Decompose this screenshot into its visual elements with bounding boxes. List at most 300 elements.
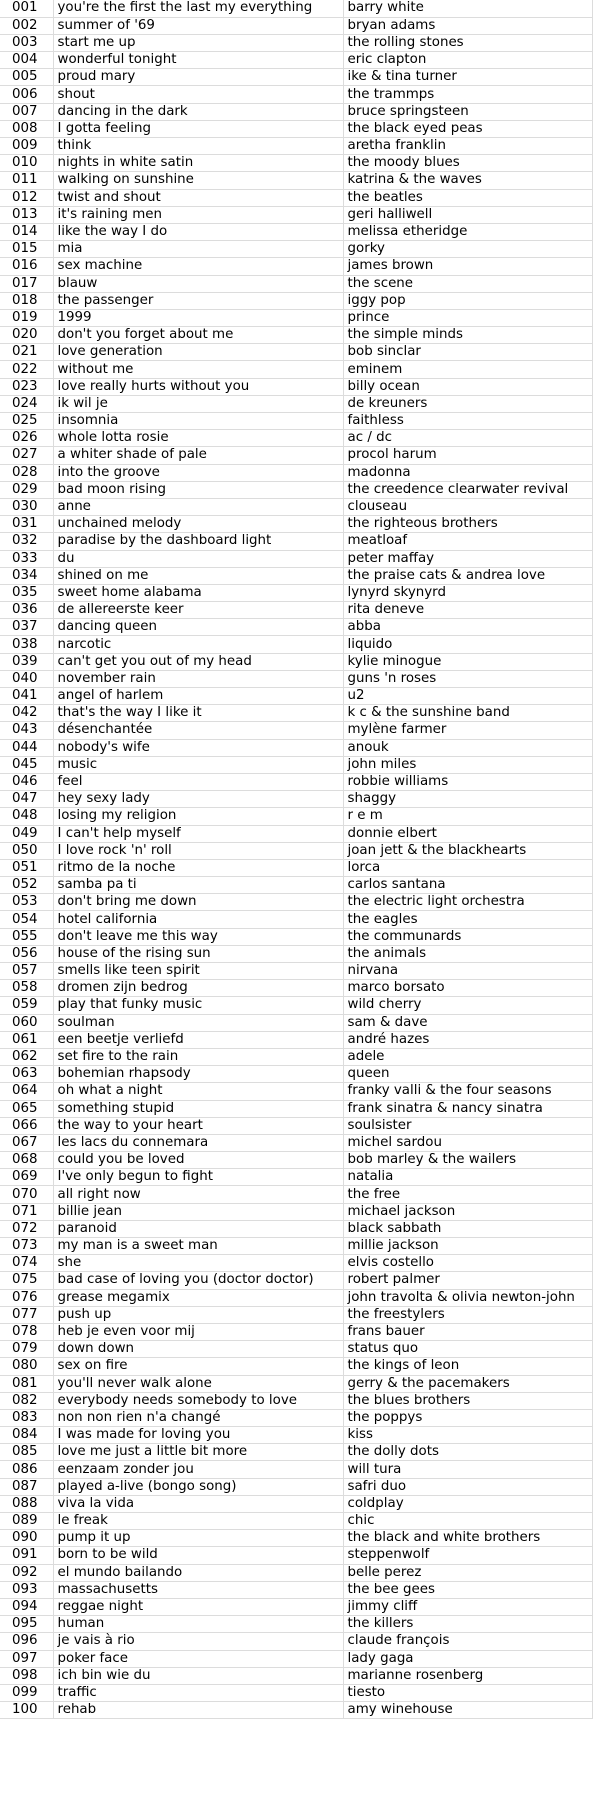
table-row <box>0 1513 592 1530</box>
song-title-cell: don't bring me down <box>53 894 343 911</box>
rank-cell: 044 <box>0 739 53 756</box>
rank-cell: 035 <box>0 584 53 601</box>
artist-cell: iggy pop <box>343 292 592 309</box>
song-title-cell: rehab <box>53 1702 343 1719</box>
table-row <box>0 653 592 670</box>
table-row <box>0 636 592 653</box>
artist-cell: katrina & the waves <box>343 172 592 189</box>
table-row <box>0 52 592 69</box>
song-title-cell: dromen zijn bedrog <box>53 980 343 997</box>
rank-cell: 016 <box>0 258 53 275</box>
table-row <box>0 189 592 206</box>
rank-cell: 088 <box>0 1495 53 1512</box>
artist-cell: billy ocean <box>343 378 592 395</box>
song-title-cell: she <box>53 1255 343 1272</box>
rank-cell: 079 <box>0 1341 53 1358</box>
song-title-cell: push up <box>53 1306 343 1323</box>
rank-cell: 077 <box>0 1306 53 1323</box>
rank-cell: 034 <box>0 567 53 584</box>
song-title-cell: mia <box>53 241 343 258</box>
artist-cell: the communards <box>343 928 592 945</box>
song-title-cell: shout <box>53 86 343 103</box>
rank-cell: 076 <box>0 1289 53 1306</box>
song-title-cell: oh what a night <box>53 1083 343 1100</box>
artist-cell: ike & tina turner <box>343 69 592 86</box>
song-title-cell: you'll never walk alone <box>53 1375 343 1392</box>
rank-cell: 060 <box>0 1014 53 1031</box>
rank-cell: 078 <box>0 1323 53 1340</box>
table-row <box>0 1238 592 1255</box>
artist-cell: john miles <box>343 756 592 773</box>
song-title-cell: I've only begun to fight <box>53 1169 343 1186</box>
song-title-cell: played a-live (bongo song) <box>53 1478 343 1495</box>
artist-cell: liquido <box>343 636 592 653</box>
rank-cell: 033 <box>0 550 53 567</box>
rank-cell: 083 <box>0 1409 53 1426</box>
song-title-cell: house of the rising sun <box>53 945 343 962</box>
artist-cell: abba <box>343 619 592 636</box>
artist-cell: the beatles <box>343 189 592 206</box>
song-title-cell: twist and shout <box>53 189 343 206</box>
rank-cell: 049 <box>0 825 53 842</box>
song-title-cell: 1999 <box>53 309 343 326</box>
song-title-cell: ik wil je <box>53 395 343 412</box>
rank-cell: 022 <box>0 361 53 378</box>
rank-cell: 029 <box>0 481 53 498</box>
table-row <box>0 1220 592 1237</box>
table-row <box>0 1702 592 1719</box>
table-row <box>0 602 592 619</box>
artist-cell: robert palmer <box>343 1272 592 1289</box>
artist-cell: bruce springsteen <box>343 103 592 120</box>
artist-cell: prince <box>343 309 592 326</box>
artist-cell: geri halliwell <box>343 206 592 223</box>
rank-cell: 018 <box>0 292 53 309</box>
rank-cell: 040 <box>0 670 53 687</box>
song-title-cell: bohemian rhapsody <box>53 1066 343 1083</box>
rank-cell: 065 <box>0 1100 53 1117</box>
rank-cell: 006 <box>0 86 53 103</box>
song-title-cell: born to be wild <box>53 1547 343 1564</box>
song-title-cell: heb je even voor mij <box>53 1323 343 1340</box>
artist-cell: lady gaga <box>343 1650 592 1667</box>
artist-cell: claude françois <box>343 1633 592 1650</box>
table-row <box>0 1598 592 1615</box>
table-row <box>0 997 592 1014</box>
song-title-cell: hotel california <box>53 911 343 928</box>
table-row <box>0 980 592 997</box>
rank-cell: 067 <box>0 1134 53 1151</box>
song-title-cell: think <box>53 138 343 155</box>
rank-cell: 096 <box>0 1633 53 1650</box>
table-row <box>0 172 592 189</box>
song-title-cell: eenzaam zonder jou <box>53 1461 343 1478</box>
song-title-cell: sweet home alabama <box>53 584 343 601</box>
rank-cell: 013 <box>0 206 53 223</box>
artist-cell: kylie minogue <box>343 653 592 670</box>
table-row <box>0 877 592 894</box>
artist-cell: bob marley & the wailers <box>343 1152 592 1169</box>
rank-cell: 024 <box>0 395 53 412</box>
table-row <box>0 1152 592 1169</box>
artist-cell: frans bauer <box>343 1323 592 1340</box>
song-title-cell: paradise by the dashboard light <box>53 533 343 550</box>
song-title-cell: whole lotta rosie <box>53 430 343 447</box>
artist-cell: donnie elbert <box>343 825 592 842</box>
rank-cell: 037 <box>0 619 53 636</box>
rank-cell: 001 <box>0 0 53 17</box>
table-row <box>0 773 592 790</box>
song-title-cell: billie jean <box>53 1203 343 1220</box>
artist-cell: james brown <box>343 258 592 275</box>
artist-cell: sam & dave <box>343 1014 592 1031</box>
artist-cell: shaggy <box>343 791 592 808</box>
rank-cell: 008 <box>0 120 53 137</box>
table-row <box>0 533 592 550</box>
song-title-cell: el mundo bailando <box>53 1564 343 1581</box>
song-title-cell: sex machine <box>53 258 343 275</box>
table-row <box>0 155 592 172</box>
song-title-cell: it's raining men <box>53 206 343 223</box>
rank-cell: 046 <box>0 773 53 790</box>
song-title-cell: I can't help myself <box>53 825 343 842</box>
artist-cell: aretha franklin <box>343 138 592 155</box>
table-row <box>0 1564 592 1581</box>
rank-cell: 059 <box>0 997 53 1014</box>
rank-cell: 010 <box>0 155 53 172</box>
table-row <box>0 292 592 309</box>
rank-cell: 061 <box>0 1031 53 1048</box>
artist-cell: the killers <box>343 1616 592 1633</box>
table-row <box>0 945 592 962</box>
artist-cell: elvis costello <box>343 1255 592 1272</box>
table-row <box>0 1633 592 1650</box>
artist-cell: faithless <box>343 413 592 430</box>
artist-cell: the electric light orchestra <box>343 894 592 911</box>
rank-cell: 073 <box>0 1238 53 1255</box>
table-row <box>0 1341 592 1358</box>
artist-cell: ac / dc <box>343 430 592 447</box>
song-title-cell: ritmo de la noche <box>53 859 343 876</box>
song-title-cell: music <box>53 756 343 773</box>
artist-cell: will tura <box>343 1461 592 1478</box>
song-title-cell: samba pa ti <box>53 877 343 894</box>
artist-cell: k c & the sunshine band <box>343 705 592 722</box>
table-row <box>0 1083 592 1100</box>
table-row <box>0 1117 592 1134</box>
table-row <box>0 430 592 447</box>
rank-cell: 019 <box>0 309 53 326</box>
table-row <box>0 1306 592 1323</box>
song-title-cell: that's the way I like it <box>53 705 343 722</box>
rank-cell: 038 <box>0 636 53 653</box>
table-row <box>0 688 592 705</box>
song-title-cell: narcotic <box>53 636 343 653</box>
table-row <box>0 1100 592 1117</box>
rank-cell: 004 <box>0 52 53 69</box>
table-row <box>0 1461 592 1478</box>
song-title-cell: poker face <box>53 1650 343 1667</box>
artist-cell: coldplay <box>343 1495 592 1512</box>
table-row <box>0 34 592 51</box>
song-title-cell: you're the first the last my everything <box>53 0 343 17</box>
rank-cell: 082 <box>0 1392 53 1409</box>
rank-cell: 047 <box>0 791 53 808</box>
artist-cell: amy winehouse <box>343 1702 592 1719</box>
artist-cell: u2 <box>343 688 592 705</box>
song-title-cell: de allereerste keer <box>53 602 343 619</box>
artist-cell: the poppys <box>343 1409 592 1426</box>
rank-cell: 021 <box>0 344 53 361</box>
song-title-cell: set fire to the rain <box>53 1048 343 1065</box>
artist-cell: joan jett & the blackhearts <box>343 842 592 859</box>
artist-cell: guns 'n roses <box>343 670 592 687</box>
table-row <box>0 464 592 481</box>
table-row <box>0 756 592 773</box>
table-row <box>0 825 592 842</box>
rank-cell: 100 <box>0 1702 53 1719</box>
artist-cell: peter maffay <box>343 550 592 567</box>
rank-cell: 017 <box>0 275 53 292</box>
artist-cell: the animals <box>343 945 592 962</box>
table-row <box>0 1272 592 1289</box>
song-title-cell: bad moon rising <box>53 481 343 498</box>
rank-cell: 023 <box>0 378 53 395</box>
rank-cell: 080 <box>0 1358 53 1375</box>
artist-cell: kiss <box>343 1427 592 1444</box>
table-row <box>0 1203 592 1220</box>
artist-cell: tiesto <box>343 1684 592 1701</box>
artist-cell: bob sinclar <box>343 344 592 361</box>
rank-cell: 041 <box>0 688 53 705</box>
table-row <box>0 842 592 859</box>
artist-cell: status quo <box>343 1341 592 1358</box>
rank-cell: 030 <box>0 498 53 515</box>
song-title-cell: blauw <box>53 275 343 292</box>
artist-cell: the creedence clearwater revival <box>343 481 592 498</box>
song-title-cell: insomnia <box>53 413 343 430</box>
rank-cell: 057 <box>0 963 53 980</box>
song-title-cell: don't leave me this way <box>53 928 343 945</box>
song-title-cell: I gotta feeling <box>53 120 343 137</box>
song-title-cell: into the groove <box>53 464 343 481</box>
song-title-cell: november rain <box>53 670 343 687</box>
artist-cell: the blues brothers <box>343 1392 592 1409</box>
song-title-cell: grease megamix <box>53 1289 343 1306</box>
song-title-cell: the passenger <box>53 292 343 309</box>
rank-cell: 025 <box>0 413 53 430</box>
table-row <box>0 1684 592 1701</box>
rank-cell: 002 <box>0 17 53 34</box>
song-title-cell: dancing in the dark <box>53 103 343 120</box>
rank-cell: 063 <box>0 1066 53 1083</box>
rank-cell: 011 <box>0 172 53 189</box>
artist-cell: meatloaf <box>343 533 592 550</box>
song-title-cell: paranoid <box>53 1220 343 1237</box>
rank-cell: 043 <box>0 722 53 739</box>
table-row <box>0 911 592 928</box>
rank-cell: 050 <box>0 842 53 859</box>
table-row <box>0 859 592 876</box>
song-title-cell: like the way I do <box>53 223 343 240</box>
rank-cell: 036 <box>0 602 53 619</box>
artist-cell: de kreuners <box>343 395 592 412</box>
artist-cell: mylène farmer <box>343 722 592 739</box>
rank-cell: 045 <box>0 756 53 773</box>
rank-cell: 042 <box>0 705 53 722</box>
song-title-cell: love generation <box>53 344 343 361</box>
artist-cell: carlos santana <box>343 877 592 894</box>
song-title-cell: unchained melody <box>53 516 343 533</box>
song-title-cell: proud mary <box>53 69 343 86</box>
table-row <box>0 309 592 326</box>
table-row <box>0 138 592 155</box>
artist-cell: bryan adams <box>343 17 592 34</box>
artist-cell: the praise cats & andrea love <box>343 567 592 584</box>
artist-cell: the moody blues <box>343 155 592 172</box>
table-row <box>0 1289 592 1306</box>
rank-cell: 014 <box>0 223 53 240</box>
artist-cell: the black eyed peas <box>343 120 592 137</box>
artist-cell: soulsister <box>343 1117 592 1134</box>
table-row <box>0 1547 592 1564</box>
table-row <box>0 808 592 825</box>
table-row <box>0 516 592 533</box>
song-title-cell: human <box>53 1616 343 1633</box>
rank-cell: 098 <box>0 1667 53 1684</box>
song-title-cell: start me up <box>53 34 343 51</box>
table-row <box>0 223 592 240</box>
table-row <box>0 86 592 103</box>
song-title-cell: désenchantée <box>53 722 343 739</box>
song-title-cell: wonderful tonight <box>53 52 343 69</box>
song-title-cell: shined on me <box>53 567 343 584</box>
table-row <box>0 413 592 430</box>
artist-cell: natalia <box>343 1169 592 1186</box>
table-row <box>0 1186 592 1203</box>
song-title-cell: I was made for loving you <box>53 1427 343 1444</box>
rank-cell: 094 <box>0 1598 53 1615</box>
table-row <box>0 344 592 361</box>
song-title-cell: hey sexy lady <box>53 791 343 808</box>
song-title-cell: love me just a little bit more <box>53 1444 343 1461</box>
rank-cell: 086 <box>0 1461 53 1478</box>
artist-cell: marco borsato <box>343 980 592 997</box>
rank-cell: 064 <box>0 1083 53 1100</box>
table-row <box>0 739 592 756</box>
artist-cell: rita deneve <box>343 602 592 619</box>
rank-cell: 051 <box>0 859 53 876</box>
rank-cell: 097 <box>0 1650 53 1667</box>
song-title-cell: can't get you out of my head <box>53 653 343 670</box>
table-row <box>0 1066 592 1083</box>
song-title-cell: love really hurts without you <box>53 378 343 395</box>
artist-cell: madonna <box>343 464 592 481</box>
rank-cell: 062 <box>0 1048 53 1065</box>
song-title-cell: ich bin wie du <box>53 1667 343 1684</box>
table-row <box>0 1427 592 1444</box>
song-title-cell: non non rien n'a changé <box>53 1409 343 1426</box>
artist-cell: barry white <box>343 0 592 17</box>
artist-cell: steppenwolf <box>343 1547 592 1564</box>
table-row <box>0 1495 592 1512</box>
table-row <box>0 1616 592 1633</box>
table-row <box>0 722 592 739</box>
table-row <box>0 17 592 34</box>
song-title-cell: all right now <box>53 1186 343 1203</box>
artist-cell: wild cherry <box>343 997 592 1014</box>
artist-cell: clouseau <box>343 498 592 515</box>
rank-cell: 084 <box>0 1427 53 1444</box>
artist-cell: adele <box>343 1048 592 1065</box>
artist-cell: melissa etheridge <box>343 223 592 240</box>
table-row <box>0 1392 592 1409</box>
rank-cell: 028 <box>0 464 53 481</box>
song-title-cell: le freak <box>53 1513 343 1530</box>
rank-cell: 007 <box>0 103 53 120</box>
rank-cell: 090 <box>0 1530 53 1547</box>
song-title-cell: nights in white satin <box>53 155 343 172</box>
song-title-cell: don't you forget about me <box>53 327 343 344</box>
song-title-cell: massachusetts <box>53 1581 343 1598</box>
rank-cell: 020 <box>0 327 53 344</box>
artist-cell: black sabbath <box>343 1220 592 1237</box>
table-row <box>0 378 592 395</box>
rank-cell: 005 <box>0 69 53 86</box>
rank-cell: 032 <box>0 533 53 550</box>
song-title-cell: smells like teen spirit <box>53 963 343 980</box>
artist-cell: the free <box>343 1186 592 1203</box>
artist-cell: eric clapton <box>343 52 592 69</box>
artist-cell: the trammps <box>343 86 592 103</box>
rank-cell: 081 <box>0 1375 53 1392</box>
rank-cell: 072 <box>0 1220 53 1237</box>
artist-cell: the scene <box>343 275 592 292</box>
artist-cell: anouk <box>343 739 592 756</box>
rank-cell: 015 <box>0 241 53 258</box>
table-row <box>0 670 592 687</box>
rank-cell: 095 <box>0 1616 53 1633</box>
song-title-cell: everybody needs somebody to love <box>53 1392 343 1409</box>
artist-cell: eminem <box>343 361 592 378</box>
artist-cell: michel sardou <box>343 1134 592 1151</box>
rank-cell: 031 <box>0 516 53 533</box>
table-row <box>0 275 592 292</box>
rank-cell: 048 <box>0 808 53 825</box>
song-title-cell: feel <box>53 773 343 790</box>
rank-cell: 009 <box>0 138 53 155</box>
rank-cell: 056 <box>0 945 53 962</box>
song-title-cell: the way to your heart <box>53 1117 343 1134</box>
rank-cell: 053 <box>0 894 53 911</box>
artist-cell: procol harum <box>343 447 592 464</box>
artist-cell: the eagles <box>343 911 592 928</box>
artist-cell: the kings of leon <box>343 1358 592 1375</box>
artist-cell: the simple minds <box>343 327 592 344</box>
table-row <box>0 1323 592 1340</box>
song-title-cell: nobody's wife <box>53 739 343 756</box>
table-row <box>0 894 592 911</box>
artist-cell: andré hazes <box>343 1031 592 1048</box>
table-row <box>0 361 592 378</box>
rank-cell: 026 <box>0 430 53 447</box>
song-title-cell: I love rock 'n' roll <box>53 842 343 859</box>
table-row <box>0 1530 592 1547</box>
artist-cell: r e m <box>343 808 592 825</box>
rank-cell: 087 <box>0 1478 53 1495</box>
artist-cell: lorca <box>343 859 592 876</box>
artist-cell: the righteous brothers <box>343 516 592 533</box>
